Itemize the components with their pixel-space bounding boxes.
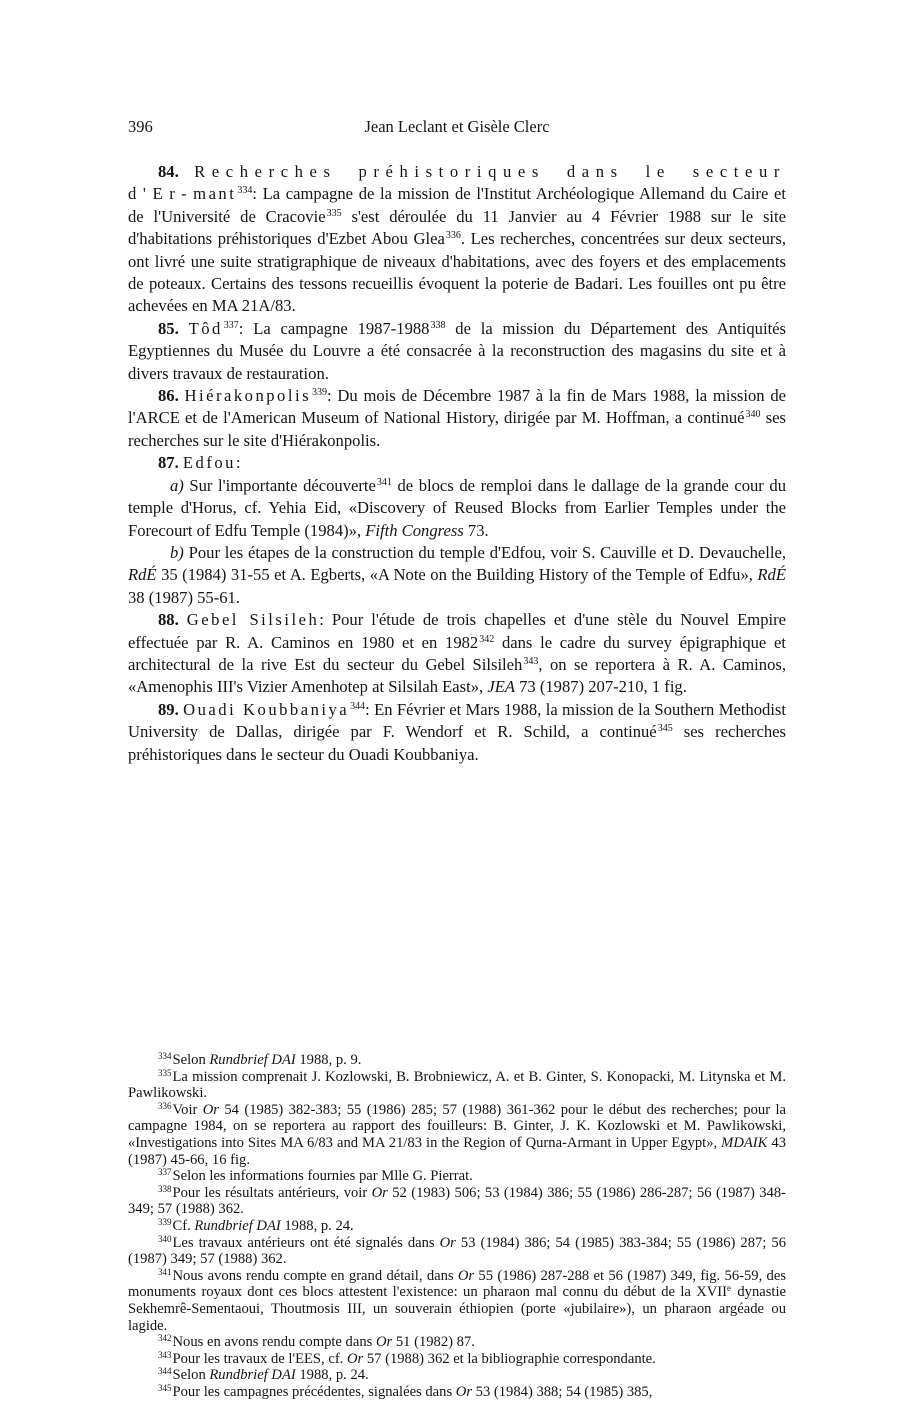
footnote-number: 334	[158, 1051, 172, 1061]
citation-title: RdÉ	[757, 565, 786, 585]
citation-title: Or	[439, 1234, 456, 1251]
footnote-number: 338	[158, 1183, 172, 1194]
paragraph-text: 73 (1987) 207-210, 1 fig.	[514, 677, 687, 697]
footnote-text: Selon	[172, 1052, 210, 1068]
citation-title: RdÉ	[128, 565, 157, 585]
paragraph-86	[128, 385, 786, 452]
footnote-number: 345	[158, 1382, 172, 1393]
paragraph-87b	[128, 542, 786, 609]
footnote-number: 344	[158, 1366, 172, 1377]
footnote-text: 1988, p. 24.	[280, 1217, 354, 1234]
footnote-334	[128, 1052, 786, 1069]
body-text	[128, 161, 786, 766]
running-head: Jean Leclant et Gisèle Clerc	[364, 117, 550, 136]
footnote-text: La mission comprenait J. Kozlowski, B. Brobniewicz, A. et B. Ginter, S. Konopacki, M. Litynska et M. Pawlikowski.	[128, 1068, 786, 1102]
section-title: Recherches préhistoriques dans le secteur d'Er-	[128, 162, 786, 204]
footnote-text: 1988, p. 24.	[295, 1367, 369, 1384]
section-title: Gebel Silsileh	[186, 610, 320, 630]
section-colon: :	[235, 453, 241, 473]
footnote-ref: 340	[745, 409, 761, 421]
paragraph-text: : En Février et Mars 1988, la mission de la Southern Methodist University de Dallas, dirigée par F. Wendorf et R. Schild, a continué	[128, 699, 786, 742]
paragraph-text: Sur l'importante découverte	[183, 475, 376, 495]
footnote-text: Selon les informations fournies par Mlle G. Pierrat.	[172, 1168, 473, 1185]
section-title: Tôd	[188, 318, 223, 338]
paragraph-number: 87.	[158, 453, 179, 473]
footnote-text: 54 (1985) 382-383; 55 (1986) 285; 57 (1988) 361-362 pour le début des recherches; pour la campagne 1984, on se reportera au rapport des fouilleurs: B. Ginter, J. K. Kozlowski et M. Pawlikowski, «Investigations into Sites MA 6/83 and MA 21/83 in the Region of Qurna-Armant in Upper Egypt»,	[128, 1101, 786, 1151]
footnote-text: 57 (1988) 362 et la bibliographie correspondante.	[363, 1350, 656, 1367]
paragraph-number: 85.	[158, 318, 179, 338]
footnote-number: 342	[158, 1333, 172, 1344]
footnote-text: 51 (1982) 87.	[392, 1334, 475, 1351]
paragraph-number: 84.	[158, 162, 179, 181]
footnote-343	[128, 1351, 786, 1368]
citation-title: Rundbrief DAI	[209, 1367, 296, 1384]
footnote-ref: 341	[376, 476, 392, 488]
footnote-ref: 338	[430, 319, 446, 331]
footnote-text: Nous en avons rendu compte dans	[172, 1334, 376, 1351]
footnote-number: 343	[158, 1349, 172, 1360]
citation-title: Or	[455, 1383, 472, 1400]
footnote-text: Les travaux antérieurs ont été signalés dans	[172, 1234, 440, 1251]
paragraph-87	[128, 452, 786, 474]
paragraph-87a	[128, 475, 786, 542]
page-number: 396	[128, 117, 153, 136]
paragraph-text: Pour les étapes de la construction du temple d'Edfou, voir S. Cauville et D. Devauchelle,	[183, 542, 786, 562]
paragraph-text: dans le cadre du survey épigraphique et architectural de la rive Est du secteur du Gebel Silsileh	[128, 632, 786, 674]
paragraph-text: 38 (1987) 55-61.	[128, 587, 240, 607]
footnote-ref: 345	[657, 723, 673, 735]
paragraph-text: ses recherches préhistoriques dans le secteur du Ouadi Koubbaniya.	[128, 722, 786, 764]
footnote-ref: 343	[523, 655, 539, 667]
paragraph-text: : Du mois de Décembre 1987 à la fin de Mars 1988, la mission de l'ARCE et de l'American Museum of National History, dirigée par M. Hoffman, a continué	[128, 386, 786, 428]
paragraph-text: 35 (1984) 31-55 et A. Egberts, «A Note on the Building History of the Temple of Edfu»,	[156, 565, 758, 585]
footnote-text: Selon	[172, 1367, 210, 1384]
footnote-text: 1988, p. 9.	[295, 1052, 362, 1068]
footnote-number: 336	[158, 1100, 172, 1111]
footnote-text: Nous avons rendu compte en grand détail, dans	[172, 1267, 458, 1284]
item-label: a)	[170, 475, 184, 495]
paragraph-number: 88.	[158, 610, 179, 630]
paragraph-85	[128, 318, 786, 385]
footnote-340	[128, 1235, 786, 1268]
footnote-339	[128, 1218, 786, 1235]
footnote-345	[128, 1384, 786, 1401]
section-title: Hiérakonpolis	[184, 386, 312, 406]
footnote-text: 53 (1984) 386; 54 (1985) 383-384; 55 (1986) 287; 56 (1987) 349; 57 (1988) 362.	[128, 1234, 786, 1268]
citation-title: Or	[346, 1350, 364, 1367]
footnote-text: Pour les campagnes précédentes, signalées dans	[172, 1383, 456, 1400]
paragraph-text: de blocs de remploi dans le dallage de la grande cour du temple d'Horus, cf. Yehia Eid, «Discovery of Reused Blocks from Earlier Temples under the Forecourt of Edfu Temple (1984)»,	[128, 475, 786, 540]
footnote-ref: 336	[445, 230, 461, 242]
footnote-336	[128, 1102, 786, 1168]
footnote-text: 52 (1983) 506; 53 (1984) 386; 55 (1986) 286-287; 56 (1987) 348-349; 57 (1988) 362.	[128, 1184, 786, 1218]
paragraph-84	[128, 161, 786, 318]
footnote-337	[128, 1168, 786, 1185]
citation-title: Rundbrief DAI	[209, 1052, 296, 1068]
section-title-cont: mant	[193, 184, 237, 204]
citation-title: JEA	[487, 677, 515, 697]
footnote-number: 335	[158, 1067, 172, 1078]
footnote-number: 341	[158, 1266, 172, 1277]
footnote-text: 43 (1987) 45-66, 16 fig.	[128, 1134, 786, 1168]
footnote-ref: 342	[479, 633, 495, 645]
footnote-ref: 337	[223, 319, 239, 331]
footnote-number: 340	[158, 1233, 172, 1244]
paragraph-text: : Pour l'étude de trois chapelles et d'une stèle du Nouvel Empire effectuée par R. A. Caminos en 1980 et en 1982	[128, 610, 786, 652]
footnote-text: dynastie Sekhemrê-Sementaoui, Thoutmosis III, un souverain éthiopien (porte «jubilaire»), un pharaon argéade ou lagide.	[128, 1284, 786, 1334]
paragraph-text: : La campagne 1987-1988	[238, 318, 430, 338]
footnote-text: Voir	[172, 1101, 203, 1118]
footnotes	[128, 1052, 786, 1400]
paragraph-text: 73.	[463, 520, 489, 540]
paragraph-number: 89.	[158, 699, 179, 719]
paragraph-text: : La campagne de la mission de l'Institut Archéologique Allemand du Caire et de l'Université de Cracovie	[128, 184, 786, 226]
footnote-text: Pour les résultats antérieurs, voir	[172, 1184, 372, 1201]
section-title: Ouadi Koubbaniya	[183, 699, 350, 719]
footnote-text: Pour les travaux de l'EES, cf.	[172, 1350, 347, 1367]
section-title: Edfou	[182, 453, 236, 473]
footnote-ref: 334	[237, 185, 253, 197]
ordinal-superscript: e	[727, 1283, 732, 1294]
footnote-338	[128, 1185, 786, 1218]
citation-title: Or	[457, 1267, 475, 1284]
footnote-text: 55 (1986) 287-288 et 56 (1987) 349, fig. 56-59, des monuments royaux dont ces blocs attestent l'existence: un pharaon mal connu du début de la XVII	[128, 1267, 786, 1301]
footnote-number: 337	[158, 1167, 172, 1178]
footnote-ref: 339	[312, 387, 328, 399]
paragraph-text: ses recherches sur le site d'Hiérakonpolis.	[128, 408, 787, 450]
paragraph-89	[128, 699, 786, 766]
citation-title: Rundbrief DAI	[194, 1217, 281, 1234]
footnote-342	[128, 1334, 786, 1351]
item-label: b)	[170, 542, 184, 562]
footnote-ref: 344	[350, 700, 366, 712]
citation-title: Or	[371, 1184, 388, 1201]
footnote-335	[128, 1069, 786, 1102]
paragraph-text: s'est déroulée du 11 Janvier au 4 Février 1988 sur le site d'habitations préhistoriques d'Ezbet Abou Glea	[128, 206, 786, 249]
citation-title: MDAIK	[721, 1134, 768, 1151]
footnote-341	[128, 1268, 786, 1334]
paragraph-88	[128, 609, 786, 699]
footnote-ref: 335	[326, 207, 342, 219]
paragraph-text: de la mission du Département des Antiquités Egyptiennes du Musée du Louvre a été consacrée à la reconstruction des magasins du site et à divers travaux de restauration.	[128, 318, 786, 383]
page-header	[128, 117, 786, 141]
citation-title: Fifth Congress	[365, 520, 464, 540]
paragraph-number: 86.	[158, 386, 179, 406]
paragraph-text: , on se reportera à R. A. Caminos, «Amenophis III's Vizier Amenhotep at Silsilah East»,	[128, 654, 786, 697]
footnote-344	[128, 1367, 786, 1384]
footnote-number: 339	[158, 1216, 172, 1227]
footnote-text: Cf.	[172, 1217, 195, 1234]
paragraph-text: . Les recherches, concentrées sur deux secteurs, ont livré une suite stratigraphique de niveaux d'habitations, avec des foyers et des emplacements de poteaux. Certains des tessons recueillis évoquent la poterie de Badari. Les fouilles ont pu être achevées en MA 21A/83.	[128, 229, 786, 316]
citation-title: Or	[375, 1334, 393, 1351]
citation-title: Or	[202, 1101, 219, 1118]
footnote-text: 53 (1984) 388; 54 (1985) 385,	[472, 1383, 653, 1400]
